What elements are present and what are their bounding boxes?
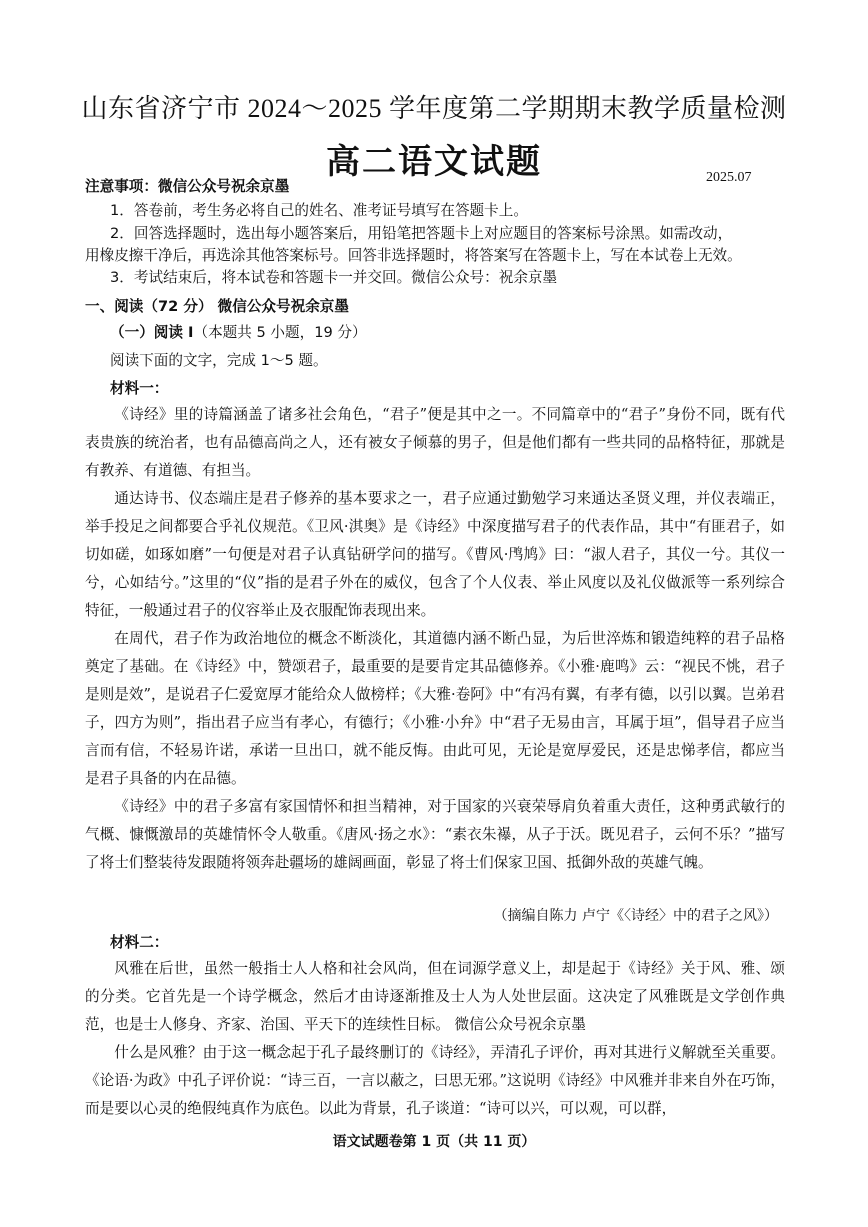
reading-instruction: 阅读下面的文字，完成 1～5 题。 <box>110 352 328 369</box>
subsection-heading <box>110 323 810 343</box>
notice-item-2b: 用橡皮擦干净后，再选涂其他答案标号。回答非选择题时，将答案写在答题卡上，写在本试卷上无效。 <box>85 247 742 264</box>
subsection-note: （本题共 5 小题，19 分） <box>193 324 367 341</box>
notice-heading: 注意事项：微信公众号祝余京墨 <box>85 178 290 195</box>
exam-header-title: 山东省济宁市 2024～2025 学年度第二学期期末教学质量检测 <box>81 94 787 123</box>
material-1-label: 材料一： <box>110 380 169 397</box>
notice-item-2a: 2．回答选择题时，选出每小题答案后，用铅笔把答题卡上对应题目的答案标号涂黑。如需改动， <box>110 225 733 242</box>
material-1-paragraph: 通达诗书、仪态端庄是君子修养的基本要求之一，君子应通过勤勉学习来通达圣贤义理，并仪表端正，举手投足之间都要合乎礼仪规范。《卫风·淇奥》是《诗经》中深度描写君子的代表作品，其中“有匪君子，如切如磋，如琢如磨”一句便是对君子认真钻研学问的描写。《曹风·鸤鸠》曰：“淑人君子，其仪一兮。其仪一兮，心如结兮。”这里的“仪”指的是君子外在的威仪，包含了个人仪表、举止风度以及礼仪做派等一系列综合特征，一般通过君子的仪容举止及衣服配饰表现出来。 <box>85 490 785 619</box>
material-2-paragraph: 什么是风雅？由于这一概念起于孔子最终删订的《诗经》，弄清孔子评价，再对其进行义解就至关重要。《论语·为政》中孔子评价说：“诗三百，一言以蔽之，曰思无邪。”这说明《诗经》中风雅并非来自外在巧饰，而是要以心灵的绝假纯真作为底色。以此为背景，孔子谈道：“诗可以兴，可以观，可以群， <box>85 1044 785 1117</box>
material-1-citation: （摘编自陈力 卢宁《〈诗经〉中的君子之风》） <box>493 908 778 924</box>
subsection-title: （一）阅读 I <box>110 324 194 341</box>
page-footer: 语文试题卷第 1 页（共 11 页） <box>332 1134 536 1150</box>
material-2-label: 材料二： <box>110 934 169 951</box>
material-1-paragraph: 《诗经》中的君子多富有家国情怀和担当精神，对于国家的兴衰荣辱肩负着重大责任，这种勇武敏行的气概、慷慨激昂的英雄情怀令人敬重。《唐风·扬之水》：“素衣朱襮，从子于沃。既见君子，云何不乐？”描写了将士们整装待发跟随将领奔赴疆场的雄阔画面，彰显了将士们保家卫国、抵御外敌的英雄气魄。 <box>85 798 785 871</box>
material-2-paragraph: 风雅在后世，虽然一般指士人人格和社会风尚，但在词源学意义上，却是起于《诗经》关于风、雅、颂的分类。它首先是一个诗学概念，然后才由诗逐渐推及士人为人处世层面。这决定了风雅既是文学创作典范，也是士人修身、齐家、治国、平天下的连续性目标。 微信公众号祝余京墨 <box>85 960 785 1033</box>
section-heading: 一、阅读（72 分） 微信公众号祝余京墨 <box>85 298 349 315</box>
material-1-paragraph: 《诗经》里的诗篇涵盖了诸多社会角色，“君子”便是其中之一。不同篇章中的“君子”身份不同，既有代表贵族的统治者，也有品德高尚之人，还有被女子倾慕的男子，但是他们都有一些共同的品格特征，那就是有教养、有道德、有担当。 <box>85 406 785 479</box>
exam-main-title: 高二语文试题 <box>326 142 542 182</box>
notice-item-3: 3．考试结束后，将本试卷和答题卡一并交回。微信公众号：祝余京墨 <box>110 269 558 286</box>
notice-item-1: 1．答卷前，考生务必将自己的姓名、准考证号填写在答题卡上。 <box>110 202 528 219</box>
material-2-body <box>85 955 785 1123</box>
exam-date: 2025.07 <box>706 170 752 185</box>
material-1-body <box>85 401 785 877</box>
material-1-paragraph: 在周代，君子作为政治地位的概念不断淡化，其道德内涵不断凸显，为后世淬炼和锻造纯粹的君子品格奠定了基础。在《诗经》中，赞颂君子，最重要的是要肯定其品德修养。《小雅·鹿鸣》云：“视民不恌，君子是则是效”，是说君子仁爱宽厚才能给众人做榜样；《大雅·卷阿》中“有冯有翼，有孝有德，以引以翼。岂弟君子，四方为则”，指出君子应当有孝心，有德行；《小雅·小弁》中“君子无易由言，耳属于垣”，倡导君子应当言而有信，不轻易许诺，承诺一旦出口，就不能反悔。由此可见，无论是宽厚爱民，还是忠悌孝信，都应当是君子具备的内在品德。 <box>85 630 785 787</box>
